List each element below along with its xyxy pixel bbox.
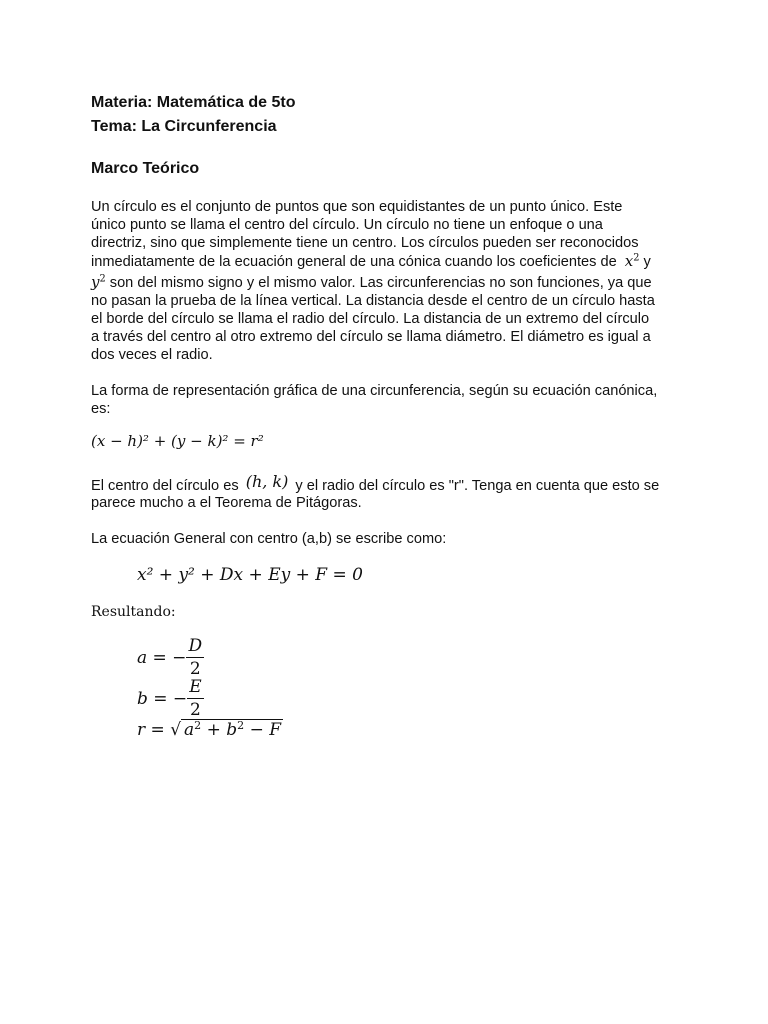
canonical-line-2: es: bbox=[91, 401, 111, 417]
canonical-equation: (x − h)² + (y − k)² = r² bbox=[91, 432, 264, 450]
topic-heading: Tema: La Circunferencia bbox=[91, 118, 277, 135]
center-text-a: El centro del círculo es bbox=[91, 478, 239, 494]
result-label: Resultando: bbox=[91, 604, 176, 620]
section-title: Marco Teórico bbox=[91, 160, 200, 177]
intro-line-2: único punto se llama el centro del círculo. Un círculo no tiene un enfoque o una bbox=[91, 217, 603, 233]
general-intro: La ecuación General con centro (a,b) se escribe como: bbox=[91, 531, 447, 547]
b-fraction: $\frac{E}{2}$ bbox=[189, 677, 202, 720]
center-line-2: parece mucho a el Teorema de Pitágoras. bbox=[91, 495, 362, 511]
b-equation: b = − $\frac{E}{2}$ bbox=[137, 677, 202, 720]
a-equation: a = − $\frac{D}{2}$ bbox=[137, 636, 203, 679]
r-equation: r = √ $a^2 + b^2 - F$ bbox=[137, 718, 282, 740]
sqrt-symbol: √ $a^2 + b^2 - F$ bbox=[170, 718, 282, 740]
center-line-1 bbox=[91, 472, 660, 495]
canonical-line-1: La forma de representación gráfica de una circunferencia, según su ecuación canónica, bbox=[91, 383, 658, 399]
intro-line-3: directriz, sino que simplemente tiene un centro. Los círculos pueden ser reconocidos bbox=[91, 235, 639, 251]
intro-line-1: Un círculo es el conjunto de puntos que son equidistantes de un punto único. Este bbox=[91, 199, 623, 215]
center-text-b: y el radio del círculo es "r". Tenga en cuenta que esto se bbox=[295, 478, 660, 494]
y-squared-math: $y^2$ bbox=[91, 273, 106, 291]
center-hk-math: (h, k) bbox=[245, 472, 289, 491]
subject-heading: Materia: Matemática de 5to bbox=[91, 94, 296, 111]
intro-line-5 bbox=[91, 273, 652, 292]
intro-line-9: dos veces el radio. bbox=[91, 347, 213, 363]
intro-line-5-text: son del mismo signo y el mismo valor. Las circunferencias no son funciones, ya que bbox=[109, 275, 652, 291]
intro-line-4 bbox=[91, 252, 651, 271]
intro-line-6: no pasan la prueba de la línea vertical. La distancia desde el centro de un círculo hasta bbox=[91, 293, 655, 309]
intro-line-4-and: y bbox=[643, 254, 651, 270]
intro-line-4-text: inmediatamente de la ecuación general de una cónica cuando los coeficientes de bbox=[91, 254, 617, 270]
x-squared-math: $x^2$ bbox=[624, 252, 640, 270]
intro-line-7: el borde del círculo se llama el radio del círculo. La distancia de un extremo del círculo bbox=[91, 311, 650, 327]
a-fraction: $\frac{D}{2}$ bbox=[188, 636, 203, 679]
intro-line-8: a través del centro al otro extremo del círculo se llama diámetro. El diámetro es igual a bbox=[91, 329, 651, 345]
general-equation: x² + y² + Dx + Ey + F = 0 bbox=[137, 565, 363, 585]
